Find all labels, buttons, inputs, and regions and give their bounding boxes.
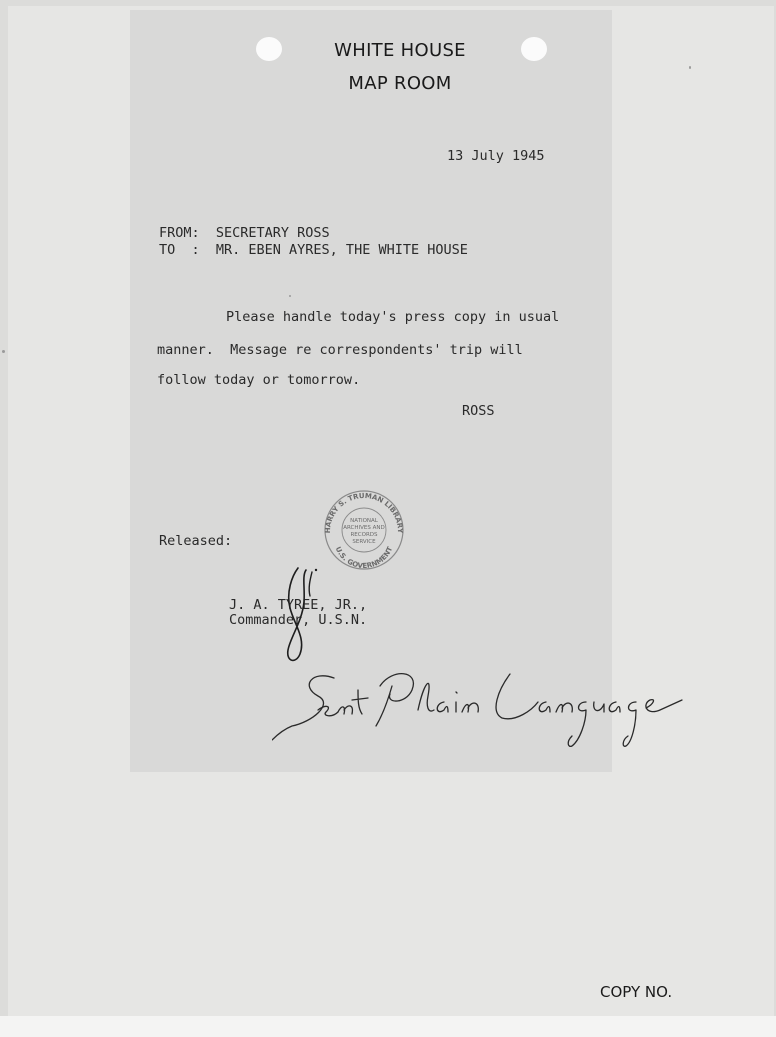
- paper-speck: [289, 295, 291, 297]
- stamp-center-line-2: ARCHIVES AND: [343, 525, 385, 531]
- memo-from: FROM: SECRETARY ROSS: [159, 225, 330, 241]
- memo-sheet: [130, 10, 612, 772]
- memo-body-line-3: follow today or tomorrow.: [157, 372, 361, 388]
- letterhead-line-1: WHITE HOUSE: [334, 40, 466, 61]
- letterhead-line-2: MAP ROOM: [348, 73, 452, 94]
- stamp-center-line-3: RECORDS: [350, 532, 378, 538]
- paper-speck: [689, 66, 691, 69]
- stamp-center-line-4: SERVICE: [352, 539, 376, 545]
- page-bottom-edge: [0, 1016, 776, 1037]
- paper-speck: [2, 350, 5, 353]
- memo-signature: ROSS: [462, 403, 495, 419]
- released-label: Released:: [159, 533, 233, 549]
- memo-date: 13 July 1945: [447, 148, 545, 164]
- handwritten-note-text: Sent Plain Language: [272, 758, 284, 759]
- memo-to: TO : MR. EBEN AYRES, THE WHITE HOUSE: [159, 242, 468, 258]
- handwritten-note-sent-plain-language: [272, 660, 692, 760]
- stamp-bottom-text: U.S. GOVERNMENT: [333, 545, 395, 571]
- handwritten-initials: [272, 562, 332, 672]
- signer-name: J. A. TYREE, JR.,: [229, 597, 368, 613]
- stamp-arc-text: HARRY S. TRUMAN LIBRARY: [323, 491, 405, 534]
- svg-text:U.S. GOVERNMENT: [334, 545, 395, 570]
- signer-title: Commander, U.S.N.: [229, 612, 368, 628]
- punch-hole-left: [256, 37, 282, 61]
- memo-body-line-2: manner. Message re correspondents' trip will: [157, 342, 523, 358]
- memo-body-line-1: Please handle today's press copy in usual: [226, 309, 560, 325]
- copy-number-label: COPY NO.: [600, 983, 673, 1001]
- stamp-center-line-1: NATIONAL: [350, 518, 378, 524]
- archive-stamp: [320, 488, 408, 572]
- punch-hole-right: [521, 37, 547, 61]
